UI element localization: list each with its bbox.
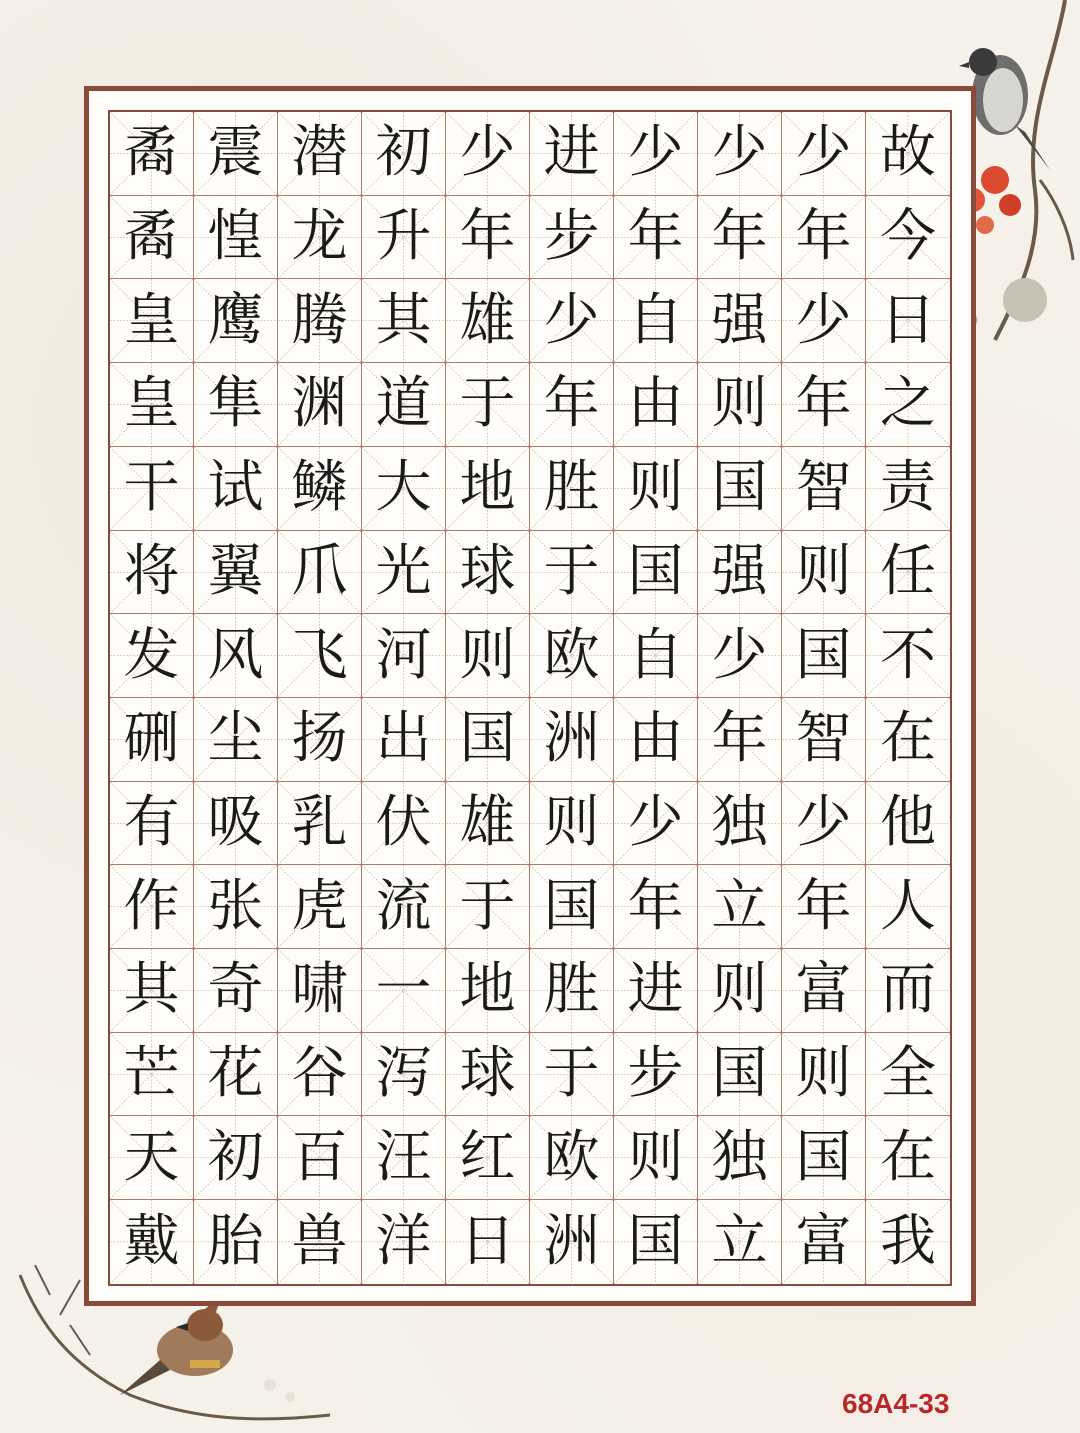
grid-cell: [782, 1200, 866, 1284]
calligraphy-character: 尘: [207, 706, 264, 772]
grid-cell: [614, 447, 698, 531]
calligraphy-character: 伏: [375, 789, 432, 855]
grid-cell: [698, 614, 782, 698]
calligraphy-character: 则: [795, 538, 852, 604]
calligraphy-character: 潜: [291, 120, 348, 186]
calligraphy-character: 鹰: [207, 287, 264, 353]
grid-cell: [278, 865, 362, 949]
grid-cell: [866, 698, 950, 782]
calligraphy-character: 智: [795, 706, 852, 772]
grid-cell: [194, 196, 278, 280]
calligraphy-character: 震: [207, 120, 264, 186]
grid-cell: [278, 1116, 362, 1200]
calligraphy-character: 由: [627, 706, 684, 772]
grid-cell: [530, 698, 614, 782]
calligraphy-character: 则: [627, 455, 684, 521]
calligraphy-character: 光: [375, 538, 432, 604]
grid-cell: [362, 698, 446, 782]
calligraphy-character: 腾: [291, 287, 348, 353]
calligraphy-character: 不: [880, 622, 936, 688]
grid-cell: [866, 865, 950, 949]
calligraphy-character: 大: [375, 455, 432, 521]
grid-cell: [782, 279, 866, 363]
calligraphy-character: 洲: [543, 706, 600, 772]
grid-cell: [782, 531, 866, 615]
character-grid: [110, 112, 950, 1284]
calligraphy-character: 步: [543, 204, 600, 270]
grid-cell: [110, 782, 194, 866]
grid-cell: [614, 531, 698, 615]
grid-cell: [446, 196, 530, 280]
grid-cell: [110, 196, 194, 280]
calligraphy-character: 张: [207, 873, 264, 939]
grid-cell: [866, 363, 950, 447]
calligraphy-character: 流: [375, 873, 432, 939]
sheet-code: 68A4-33: [842, 1388, 950, 1419]
grid-cell: [698, 782, 782, 866]
grid-cell: [866, 1200, 950, 1284]
grid-cell: [866, 112, 950, 196]
grid-cell: [614, 1200, 698, 1284]
grid-cell: [698, 196, 782, 280]
calligraphy-character: 谷: [291, 1041, 348, 1107]
calligraphy-character: 强: [711, 538, 768, 604]
calligraphy-character: 年: [711, 706, 768, 772]
calligraphy-character: 于: [459, 371, 516, 437]
calligraphy-character: 乳: [291, 789, 348, 855]
calligraphy-character: 责: [880, 455, 936, 521]
calligraphy-character: 国: [627, 1208, 684, 1274]
grid-cell: [614, 279, 698, 363]
calligraphy-character: 自: [627, 287, 684, 353]
grid-cell: [278, 279, 362, 363]
grid-cell: [782, 363, 866, 447]
grid-cell: [110, 363, 194, 447]
grid-cell: [278, 196, 362, 280]
calligraphy-character: 立: [711, 1208, 768, 1274]
grid-cell: [698, 112, 782, 196]
calligraphy-character: 惶: [207, 204, 264, 270]
grid-cell: [110, 279, 194, 363]
grid-cell: [110, 531, 194, 615]
grid-cell: [614, 698, 698, 782]
calligraphy-character: 年: [627, 204, 684, 270]
calligraphy-character: 胜: [543, 957, 600, 1023]
grid-cell: [278, 949, 362, 1033]
calligraphy-character: 进: [627, 957, 684, 1023]
calligraphy-character: 年: [543, 371, 600, 437]
calligraphy-character: 戴: [123, 1208, 180, 1274]
grid-cell: [446, 112, 530, 196]
calligraphy-character: 全: [880, 1041, 936, 1107]
calligraphy-character: 任: [880, 538, 936, 604]
calligraphy-character: 道: [375, 371, 432, 437]
grid-cell: [446, 363, 530, 447]
calligraphy-character: 于: [543, 1041, 600, 1107]
grid-cell: [530, 363, 614, 447]
grid-cell: [278, 698, 362, 782]
calligraphy-character: 龙: [291, 204, 348, 270]
grid-cell: [362, 196, 446, 280]
calligraphy-character: 雄: [459, 287, 516, 353]
calligraphy-character: 汪: [375, 1124, 432, 1190]
grid-cell: [110, 1116, 194, 1200]
calligraphy-character: 故: [880, 120, 936, 186]
calligraphy-character: 立: [711, 873, 768, 939]
grid-cell: [446, 949, 530, 1033]
calligraphy-character: 一: [375, 957, 432, 1023]
calligraphy-character: 则: [711, 957, 768, 1023]
calligraphy-character: 胜: [543, 455, 600, 521]
calligraphy-character: 硎: [123, 706, 180, 772]
grid-cell: [782, 1116, 866, 1200]
calligraphy-character: 则: [795, 1041, 852, 1107]
grid-cell: [278, 782, 362, 866]
calligraphy-character: 地: [459, 957, 516, 1023]
calligraphy-character: 少: [627, 789, 684, 855]
grid-cell: [110, 112, 194, 196]
grid-cell: [110, 1200, 194, 1284]
grid-cell: [278, 447, 362, 531]
grid-cell: [446, 1033, 530, 1117]
calligraphy-character: 少: [795, 287, 852, 353]
calligraphy-character: 则: [627, 1124, 684, 1190]
grid-cell: [362, 782, 446, 866]
grid-cell: [362, 531, 446, 615]
calligraphy-character: 地: [459, 455, 516, 521]
calligraphy-character: 隼: [207, 371, 264, 437]
calligraphy-character: 国: [795, 1124, 852, 1190]
grid-cell: [446, 782, 530, 866]
grid-cell: [530, 1200, 614, 1284]
calligraphy-character: 升: [375, 204, 432, 270]
calligraphy-character: 作: [123, 873, 180, 939]
grid-cell: [110, 698, 194, 782]
grid-cell: [362, 1200, 446, 1284]
grid-cell: [866, 949, 950, 1033]
calligraphy-character: 扬: [291, 706, 348, 772]
calligraphy-character: 而: [880, 957, 936, 1023]
grid-cell: [278, 1033, 362, 1117]
grid-cell: [446, 279, 530, 363]
grid-cell: [530, 1033, 614, 1117]
calligraphy-character: 球: [459, 538, 516, 604]
calligraphy-character: 翼: [207, 538, 264, 604]
calligraphy-character: 年: [459, 204, 516, 270]
calligraphy-character: 兽: [291, 1208, 348, 1274]
calligraphy-character: 矞: [123, 120, 180, 186]
calligraphy-character: 泻: [375, 1041, 432, 1107]
grid-cell: [278, 531, 362, 615]
grid-cell: [698, 865, 782, 949]
grid-cell: [278, 363, 362, 447]
calligraphy-character: 年: [711, 204, 768, 270]
calligraphy-character: 鳞: [291, 455, 348, 521]
calligraphy-character: 矞: [123, 204, 180, 270]
grid-cell: [278, 112, 362, 196]
grid-cell: [782, 447, 866, 531]
grid-cell: [530, 1116, 614, 1200]
calligraphy-character: 今: [880, 204, 936, 270]
grid-cell: [530, 865, 614, 949]
grid-cell: [866, 279, 950, 363]
calligraphy-character: 进: [543, 120, 600, 186]
grid-cell: [194, 698, 278, 782]
calligraphy-character: 芒: [123, 1041, 180, 1107]
grid-cell: [194, 363, 278, 447]
grid-cell: [614, 196, 698, 280]
calligraphy-character: 国: [459, 706, 516, 772]
calligraphy-character: 其: [123, 957, 180, 1023]
calligraphy-character: 步: [627, 1041, 684, 1107]
calligraphy-character: 少: [543, 287, 600, 353]
grid-cell: [866, 782, 950, 866]
grid-cell: [110, 865, 194, 949]
grid-cell: [278, 614, 362, 698]
grid-cell: [614, 1116, 698, 1200]
calligraphy-character: 自: [627, 622, 684, 688]
grid-cell: [530, 614, 614, 698]
calligraphy-character: 年: [795, 204, 852, 270]
grid-cell: [194, 279, 278, 363]
grid-cell: [362, 1033, 446, 1117]
grid-cell: [194, 1033, 278, 1117]
grid-cell: [866, 1033, 950, 1117]
grid-cell: [530, 196, 614, 280]
grid-cell: [110, 447, 194, 531]
grid-cell: [782, 782, 866, 866]
calligraphy-character: 少: [627, 120, 684, 186]
calligraphy-character: 富: [795, 957, 852, 1023]
grid-cell: [782, 698, 866, 782]
calligraphy-character: 少: [711, 120, 768, 186]
calligraphy-character: 年: [627, 873, 684, 939]
grid-cell: [194, 531, 278, 615]
calligraphy-character: 国: [627, 538, 684, 604]
calligraphy-character: 风: [207, 622, 264, 688]
calligraphy-character: 我: [880, 1208, 936, 1274]
grid-cell: [194, 614, 278, 698]
grid-cell: [782, 865, 866, 949]
calligraphy-character: 河: [375, 622, 432, 688]
calligraphy-character: 虎: [291, 873, 348, 939]
grid-cell: [698, 1116, 782, 1200]
calligraphy-character: 在: [880, 706, 936, 772]
calligraphy-character: 奇: [207, 957, 264, 1023]
calligraphy-character: 天: [123, 1124, 180, 1190]
calligraphy-character: 少: [795, 120, 852, 186]
calligraphy-character: 日: [880, 287, 936, 353]
calligraphy-character: 洲: [543, 1208, 600, 1274]
calligraphy-character: 国: [543, 873, 600, 939]
calligraphy-character: 飞: [291, 622, 348, 688]
grid-cell: [446, 865, 530, 949]
calligraphy-character: 试: [207, 455, 264, 521]
calligraphy-character: 啸: [291, 957, 348, 1023]
grid-cell: [530, 112, 614, 196]
calligraphy-character: 有: [123, 789, 180, 855]
calligraphy-character: 则: [711, 371, 768, 437]
calligraphy-character: 少: [459, 120, 516, 186]
grid-cell: [782, 1033, 866, 1117]
calligraphy-character: 国: [711, 455, 768, 521]
calligraphy-character: 胎: [207, 1208, 264, 1274]
grid-cell: [614, 614, 698, 698]
calligraphy-character: 他: [880, 789, 936, 855]
calligraphy-character: 渊: [291, 371, 348, 437]
calligraphy-character: 其: [375, 287, 432, 353]
grid-cell: [530, 279, 614, 363]
calligraphy-character: 人: [880, 873, 936, 939]
grid-cell: [866, 196, 950, 280]
grid-cell: [698, 1200, 782, 1284]
grid-cell: [530, 949, 614, 1033]
calligraphy-character: 百: [291, 1124, 348, 1190]
grid-cell: [698, 363, 782, 447]
calligraphy-character: 洋: [375, 1208, 432, 1274]
calligraphy-character: 年: [795, 873, 852, 939]
grid-cell: [782, 614, 866, 698]
grid-cell: [110, 949, 194, 1033]
grid-cell: [614, 363, 698, 447]
grid-cell: [362, 865, 446, 949]
grid-cell: [362, 279, 446, 363]
grid-cell: [782, 949, 866, 1033]
grid-cell: [614, 1033, 698, 1117]
calligraphy-character: 少: [711, 622, 768, 688]
calligraphy-character: 初: [207, 1124, 264, 1190]
grid-cell: [698, 1033, 782, 1117]
calligraphy-character: 花: [207, 1041, 264, 1107]
grid-cell: [362, 363, 446, 447]
calligraphy-character: 智: [795, 455, 852, 521]
grid-cell: [866, 1116, 950, 1200]
calligraphy-character: 独: [711, 789, 768, 855]
calligraphy-character: 出: [375, 706, 432, 772]
grid-cell: [446, 447, 530, 531]
calligraphy-character: 皇: [123, 371, 180, 437]
calligraphy-character: 初: [375, 120, 432, 186]
grid-cell: [866, 614, 950, 698]
grid-cell: [446, 531, 530, 615]
grid-cell: [530, 447, 614, 531]
grid-cell: [194, 865, 278, 949]
grid-cell: [614, 865, 698, 949]
calligraphy-character: 国: [795, 622, 852, 688]
grid-cell: [110, 614, 194, 698]
calligraphy-character: 则: [543, 789, 600, 855]
grid-cell: [530, 782, 614, 866]
grid-cell: [698, 447, 782, 531]
calligraphy-character: 干: [123, 455, 180, 521]
grid-cell: [278, 1200, 362, 1284]
calligraphy-character: 爪: [291, 538, 348, 604]
calligraphy-character: 少: [795, 789, 852, 855]
calligraphy-character: 之: [880, 371, 936, 437]
grid-cell: [614, 949, 698, 1033]
calligraphy-character: 在: [880, 1124, 936, 1190]
calligraphy-character: 欧: [543, 622, 600, 688]
grid-cell: [866, 531, 950, 615]
grid-cell: [362, 949, 446, 1033]
calligraphy-character: 雄: [459, 789, 516, 855]
calligraphy-character: 吸: [207, 789, 264, 855]
calligraphy-character: 于: [543, 538, 600, 604]
grid-cell: [782, 112, 866, 196]
calligraphy-character: 富: [795, 1208, 852, 1274]
calligraphy-character: 发: [123, 622, 180, 688]
grid-cell: [194, 782, 278, 866]
calligraphy-character: 将: [123, 538, 180, 604]
grid-cell: [614, 782, 698, 866]
calligraphy-character: 年: [795, 371, 852, 437]
grid-cell: [362, 447, 446, 531]
calligraphy-character: 由: [627, 371, 684, 437]
calligraphy-character: 强: [711, 287, 768, 353]
grid-cell: [362, 112, 446, 196]
grid-cell: [362, 1116, 446, 1200]
grid-cell: [698, 279, 782, 363]
calligraphy-character: 国: [711, 1041, 768, 1107]
grid-cell: [782, 196, 866, 280]
grid-cell: [866, 447, 950, 531]
grid-cell: [362, 614, 446, 698]
grid-cell: [194, 1200, 278, 1284]
grid-cell: [110, 1033, 194, 1117]
calligraphy-character: 于: [459, 873, 516, 939]
calligraphy-character: 日: [459, 1208, 516, 1274]
grid-cell: [194, 447, 278, 531]
calligraphy-character: 红: [459, 1124, 516, 1190]
grid-cell: [446, 1116, 530, 1200]
calligraphy-character: 球: [459, 1041, 516, 1107]
grid-cell: [194, 1116, 278, 1200]
grid-cell: [194, 112, 278, 196]
calligraphy-character: 欧: [543, 1124, 600, 1190]
grid-cell: [446, 1200, 530, 1284]
grid-cell: [194, 949, 278, 1033]
grid-cell: [698, 949, 782, 1033]
grid-cell: [446, 698, 530, 782]
grid-cell: [530, 531, 614, 615]
grid-cell: [698, 531, 782, 615]
calligraphy-character: 皇: [123, 287, 180, 353]
grid-cell: [446, 614, 530, 698]
calligraphy-character: 则: [459, 622, 516, 688]
calligraphy-character: 独: [711, 1124, 768, 1190]
grid-cell: [614, 112, 698, 196]
grid-cell: [698, 698, 782, 782]
